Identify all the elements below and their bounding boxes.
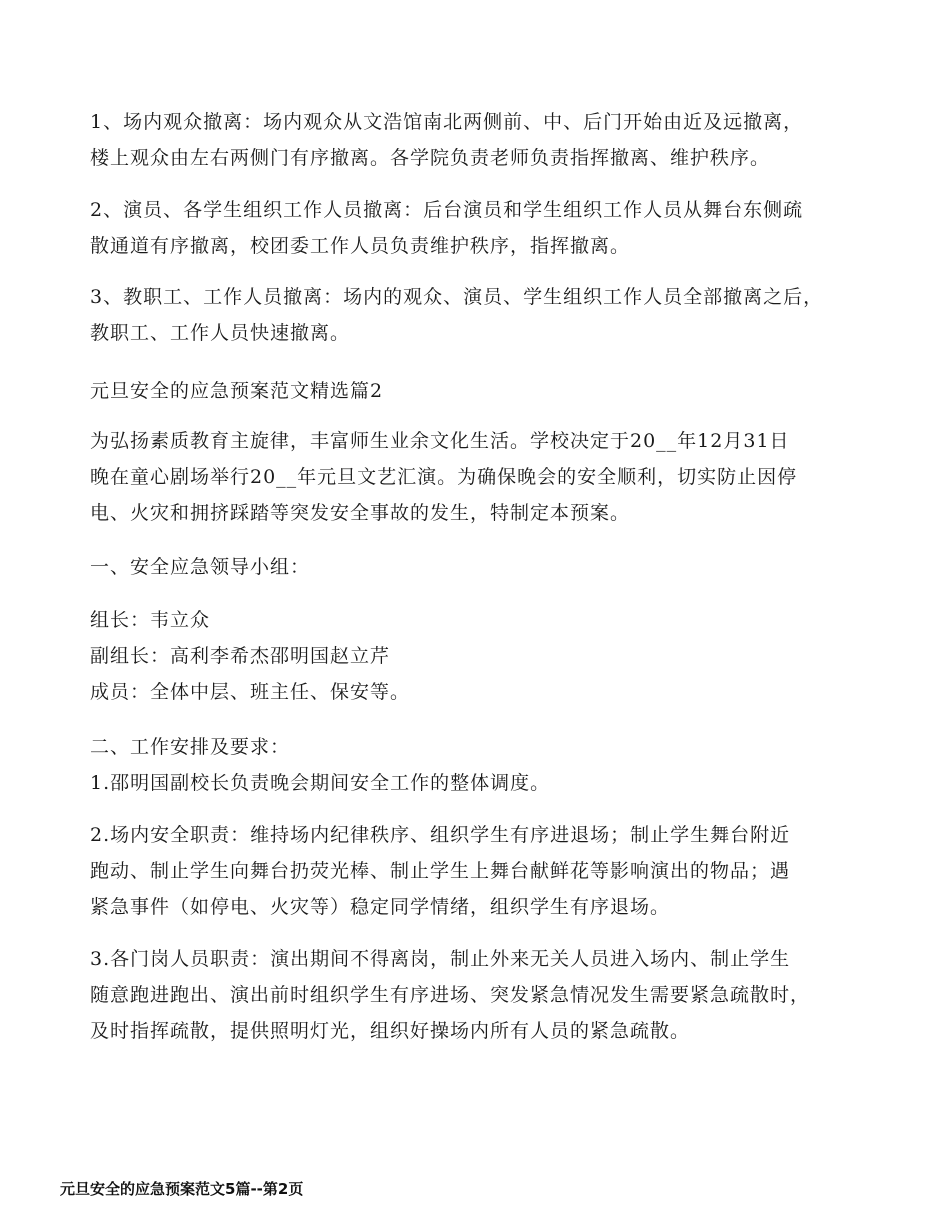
text-line: 2.场内安全职责：维持场内纪律秩序、组织学生有序进退场；制止学生舞台附近	[90, 824, 791, 846]
text-line: 跑动、制止学生向舞台扔荧光棒、制止学生上舞台献鲜花等影响演出的物品；遇	[90, 860, 791, 882]
text-line: 2、演员、各学生组织工作人员撤离：后台演员和学生组织工作人员从舞台东侧疏	[90, 199, 804, 221]
text-line: 3.各门岗人员职责：演出期间不得离岗，制止外来无关人员进入场内、制止学生	[90, 948, 791, 970]
paragraph-staff-evacuation	[90, 279, 880, 351]
text-line: 楼上观众由左右两侧门有序撤离。各学院负责老师负责指挥撤离、维护秩序。	[90, 147, 771, 169]
heading-leadership-group	[90, 549, 880, 585]
text-line: 电、火灾和拥挤踩踏等突发安全事故的发生，特制定本预案。	[90, 502, 631, 524]
section-title	[90, 373, 880, 409]
paragraph-performer-evacuation	[90, 192, 880, 264]
paragraph-work-arrangement	[90, 729, 880, 801]
text-line: 副组长：高利李希杰邵明国赵立芹	[90, 645, 391, 667]
text-line: 教职工、工作人员快速撤离。	[90, 322, 351, 344]
text-line: 一、安全应急领导小组：	[90, 556, 311, 578]
paragraph-audience-evacuation	[90, 104, 880, 176]
text-line: 3、教职工、工作人员撤离：场内的观众、演员、学生组织工作人员全部撤离之后，	[90, 286, 824, 308]
text-line: 1.邵明国副校长负责晚会期间安全工作的整体调度。	[90, 772, 551, 794]
paragraph-venue-safety	[90, 817, 880, 925]
text-line: 随意跑进跑出、演出前时组织学生有序进场、突发紧急情况发生需要紧急疏散时，	[90, 984, 811, 1006]
paragraph-introduction	[90, 423, 880, 531]
text-line: 1、场内观众撤离：场内观众从文浩馆南北两侧前、中、后门开始由近及远撤离，	[90, 111, 804, 133]
text-line: 紧急事件（如停电、火灾等）稳定同学情绪，组织学生有序退场。	[90, 896, 671, 918]
paragraph-gate-duties	[90, 941, 880, 1049]
text-line: 元旦安全的应急预案范文精选篇2	[90, 380, 384, 402]
text-line: 散通道有序撤离，校团委工作人员负责维护秩序，指挥撤离。	[90, 235, 631, 257]
text-line: 为弘扬素质教育主旋律，丰富师生业余文化生活。学校决定于20__年12月31日	[90, 430, 790, 452]
text-line: 成员：全体中层、班主任、保安等。	[90, 681, 411, 703]
text-line: 组长：韦立众	[90, 609, 211, 631]
text-line: 晚在童心剧场举行20__年元旦文艺汇演。为确保晚会的安全顺利，切实防止因停	[90, 466, 798, 488]
text-line: 及时指挥疏散，提供照明灯光，组织好操场内所有人员的紧急疏散。	[90, 1020, 691, 1042]
text-line: 二、工作安排及要求：	[90, 736, 291, 758]
page-footer: 元旦安全的应急预案范文5篇--第2页	[60, 1180, 304, 1198]
paragraph-group-members	[90, 602, 880, 710]
